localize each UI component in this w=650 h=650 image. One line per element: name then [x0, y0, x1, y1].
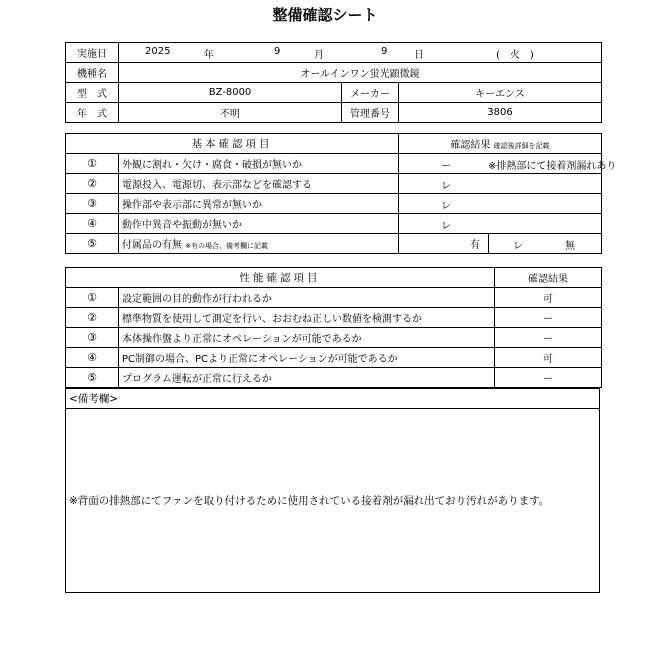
item-text: 動作中異音や振動が無いか [119, 214, 399, 234]
perf-result-header: 確認結果 [495, 268, 602, 288]
result-mark: ー [441, 161, 451, 172]
item-number: ① [66, 154, 119, 174]
table-row [66, 308, 602, 328]
table-row [66, 288, 602, 308]
year-model-row [66, 103, 602, 123]
basic-header-row [66, 134, 602, 154]
item-result: 可 [495, 288, 602, 308]
item-result: 可 [495, 348, 602, 368]
date-row [66, 43, 602, 63]
item-number: ① [66, 288, 119, 308]
year-unit: 年 [204, 50, 214, 61]
item-number: ② [66, 308, 119, 328]
item-number: ③ [66, 194, 119, 214]
item-result: ー [495, 368, 602, 388]
result-mark: レ [441, 221, 451, 232]
item-text: 外観に割れ・欠け・腐食・破損が無いか [119, 154, 399, 174]
date-label: 実施日 [66, 43, 119, 63]
item-text: 標準物質を使用して測定を行い、おおむね正しい数値を検測するか [119, 308, 495, 328]
item-text: 本体操作盤より正常にオペレーションが可能であるか [119, 328, 495, 348]
basic-result-header-label: 確認結果 [450, 140, 491, 151]
accessory-label: 付属品の有無 [122, 240, 182, 251]
item-result [399, 194, 602, 214]
item-text: 設定範囲の目的動作が行われるか [119, 288, 495, 308]
item-number: ④ [66, 214, 119, 234]
performance-check-table [65, 267, 602, 388]
item-number: ⑤ [66, 368, 119, 388]
year-model-value: 不明 [119, 103, 342, 123]
table-row [66, 154, 602, 174]
day-unit: 日 [414, 50, 424, 61]
item-result [399, 174, 602, 194]
item-number: ② [66, 174, 119, 194]
item-text: 電源投入、電源切、表示部などを確認する [119, 174, 399, 194]
item-result: ー [495, 308, 602, 328]
type-value: BZ-8000 [119, 83, 342, 103]
remarks-text: ※背面の排熱部にてファンを取り付けるために使用されている接着剤が漏れ出ており汚れがあります。 [69, 495, 550, 507]
model-name-label: 機種名 [66, 63, 119, 83]
type-row [66, 83, 602, 103]
item-number: ③ [66, 328, 119, 348]
accessory-no: 無 [565, 241, 575, 252]
item-text [119, 234, 399, 254]
item-result: ー [495, 328, 602, 348]
item-number: ⑤ [66, 234, 119, 254]
result-note: ※排熱部にて接着剤漏れあり [488, 161, 617, 172]
info-table [65, 42, 602, 123]
remarks-header: <備考欄> [66, 389, 599, 409]
day-value: 9 [381, 46, 388, 57]
remarks-box [65, 388, 600, 593]
result-mark: レ [441, 181, 451, 192]
month-unit: 月 [314, 50, 324, 61]
mgmt-no-label: 管理番号 [342, 103, 399, 123]
accessory-note: ※有の場合、備考欄に記載 [185, 242, 269, 250]
result-mark: レ [441, 201, 451, 212]
accessory-answer [489, 234, 602, 254]
weekday-value: ( 火 ) [496, 50, 534, 61]
basic-check-table [65, 133, 617, 254]
table-row [66, 194, 602, 214]
table-row [66, 368, 602, 388]
type-label: 型 式 [66, 83, 119, 103]
model-name-row [66, 63, 602, 83]
item-result [399, 154, 617, 174]
table-row [66, 174, 602, 194]
item-result [399, 214, 602, 234]
date-value [119, 43, 602, 63]
basic-result-header [399, 134, 602, 154]
item-text: 操作部や表示部に異常が無いか [119, 194, 399, 214]
basic-result-header-note: 確認後詳細を記載 [493, 142, 550, 150]
table-row [66, 234, 602, 254]
model-name-value: オールインワン蛍光顕微鏡 [119, 63, 602, 83]
table-row [66, 348, 602, 368]
page-title: 整備確認シート [272, 6, 378, 24]
table-row [66, 328, 602, 348]
year-value: 2025 [145, 46, 171, 57]
year-model-label: 年 式 [66, 103, 119, 123]
perf-header-row [66, 268, 602, 288]
item-number: ④ [66, 348, 119, 368]
item-text: PC制御の場合、PCより正常にオペレーションが可能であるか [119, 348, 495, 368]
month-value: 9 [274, 46, 281, 57]
maker-value: キーエンス [399, 83, 602, 103]
basic-header: 基本確認項目 [66, 134, 399, 154]
mgmt-no-value: 3806 [399, 103, 602, 123]
maker-label: メーカー [342, 83, 399, 103]
accessory-yes: 有 [399, 234, 489, 254]
item-text: プログラム運転が正常に行えるか [119, 368, 495, 388]
accessory-mark: レ [513, 241, 523, 252]
table-row [66, 214, 602, 234]
perf-header: 性能確認項目 [66, 268, 495, 288]
